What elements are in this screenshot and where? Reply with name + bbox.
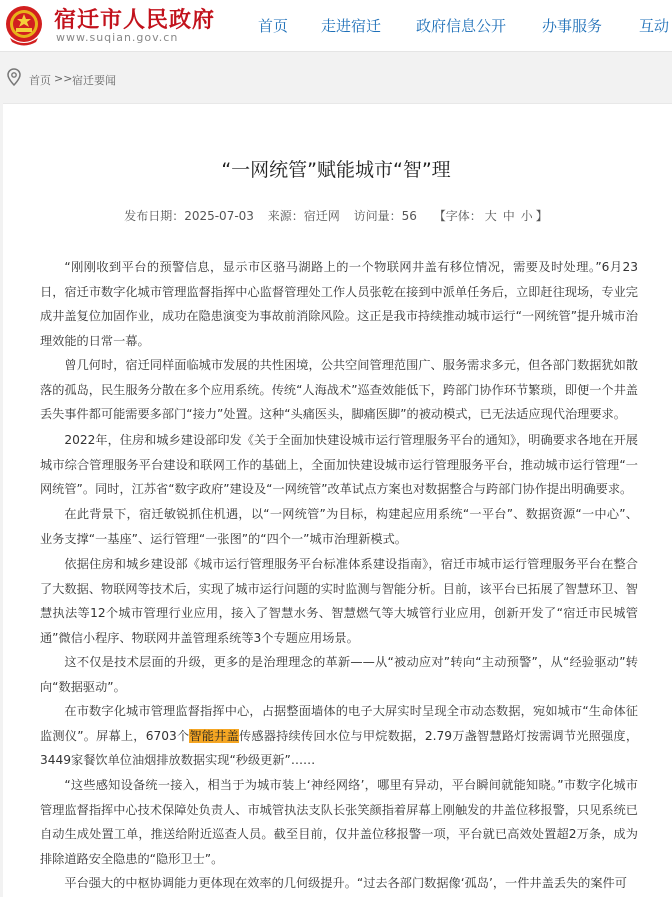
- paragraph-7-text-before: 在市数字化城市管理监督指挥中心，占据整面墙体的电子大屏实时呈现全市动态数据，宛如城市“生命体征监测仪”。屏幕上，6703个: [40, 704, 638, 743]
- paragraph-6: 这不仅是技术层面的升级，更多的是治理理念的革新——从“被动应对”转向“主动预警”，从“经验驱动”转向“数据驱动”。: [40, 655, 638, 694]
- breadcrumb-separator: >>: [54, 72, 73, 85]
- visit-count: 访问量：56: [353, 209, 417, 223]
- paragraph-7-text-after: 传感器持续传回水位与甲烷数据，2.79万盏智慧路灯按需调节光照强度，3449家餐饮单位油烟排放数据实现“秒级更新”……: [40, 728, 639, 767]
- breadcrumb-home[interactable]: 首页: [29, 74, 51, 87]
- font-size-control: [434, 209, 548, 223]
- font-size-end: 】: [535, 209, 548, 223]
- site-header: [0, 0, 672, 52]
- paragraph-1: “刚刚收到平台的预警信息，显示市区骆马湖路上的一个物联网井盖有移位情况，需要及时处理。”6月23日，宿迁市数字化城市管理监督指挥中心监督管理处工作人员张乾在接到中派单任务后，立即赶往现场，专业完成井盖复位加固作业，成功在隐患演变为事故前消除风险。这正是我市持续推动城市运行“一网统管”提升城市治理效能的日常一幕。: [40, 260, 638, 348]
- national-emblem-icon[interactable]: [4, 4, 44, 46]
- paragraph-5: 依据住房和城乡建设部《城市运行管理服务平台标准体系建设指南》，宿迁市城市运行管理服务平台在整合了大数据、物联网等技术后，实现了城市运行问题的实时监测与智能分析。目前，该平台已拓展了智慧环卫、智慧执法等12个城市管理行业应用，接入了智慧水务、智慧燃气等大城管行业应用，创新开发了“宿迁市民城管通”微信小程序、物联网井盖管理系统等3个专题应用场景。: [40, 557, 638, 645]
- paragraph-8: “这些感知设备统一接入，相当于为城市装上‘神经网络’，哪里有异动，平台瞬间就能知晓。”市数字化城市管理监督指挥中心技术保障处负责人、市城管执法支队长张笑颜指着屏幕上刚触发的井盖位移报警，只见系统已自动生成处置工单，推送给附近巡查人员。截至目前，仅井盖位移报警一项，平台就已高效处置超2万条，成为排除道路安全隐患的“隐形卫士”。: [40, 778, 638, 866]
- nav-interaction[interactable]: 互动: [639, 17, 670, 35]
- nav-gov-info-disclosure[interactable]: 政府信息公开: [416, 17, 507, 35]
- font-size-large-link[interactable]: 大: [484, 209, 497, 223]
- highlighted-term: 智能井盖: [189, 728, 239, 743]
- paragraph-2: 曾几何时，宿迁同样面临城市发展的共性困境，公共空间管理范围广、服务需求多元，但各部门数据犹如散落的孤岛，民生服务分散在多个应用系统。传统“人海战术”巡查效能低下，跨部门协作环节繁琐，即便一个井盖丢失事件都可能需要多部门“接力”处置。这种“头痛医头，脚痛医脚”的被动模式，已无法适应现代治理要求。: [40, 358, 638, 421]
- nav-services[interactable]: 办事服务: [542, 17, 603, 35]
- paragraph-7: [40, 699, 638, 773]
- font-size-medium-link[interactable]: 中: [502, 209, 515, 223]
- site-name[interactable]: 宿迁市人民政府: [54, 7, 216, 33]
- site-domain: www.suqian.gov.cn: [56, 31, 179, 44]
- breadcrumb-section[interactable]: 宿迁要闻: [72, 74, 116, 87]
- font-size-small-link[interactable]: 小: [520, 209, 533, 223]
- publish-date: 发布日期：2025-07-03: [124, 209, 254, 223]
- location-pin-icon: [7, 68, 21, 86]
- article-meta: [0, 207, 672, 224]
- font-size-label: 【字体：: [433, 209, 482, 223]
- nav-about-suqian[interactable]: 走进宿迁: [321, 17, 382, 35]
- paragraph-4: 在此背景下，宿迁敏锐抓住机遇，以“一网统管”为目标，构建起应用系统“一平台”、数据资源“一中心”、业务支撑“一基座”、运行管理“一张图”的“四个一”城市治理新模式。: [40, 507, 638, 546]
- nav-home[interactable]: 首页: [258, 17, 289, 35]
- article-title: “一网统管”赋能城市“智”理: [221, 159, 451, 181]
- paragraph-3: 2022年，住房和城乡建设部印发《关于全面加快建设城市运行管理服务平台的通知》，明确要求各地在开展城市综合管理服务平台建设和联网工作的基础上，全面加快建设城市运行管理服务平台，推动城市运行管理“一网统管”。同时，江苏省“数字政府”建设及“一网统管”改革试点方案也对数据整合与跨部门协作提出明确要求。: [40, 433, 638, 496]
- article-source: 来源：宿迁网: [267, 209, 340, 223]
- paragraph-9: 平台强大的中枢协调能力更体现在效率的几何级提升。“过去各部门数据像‘孤岛’，一件井盖丢失的案件可: [64, 876, 627, 890]
